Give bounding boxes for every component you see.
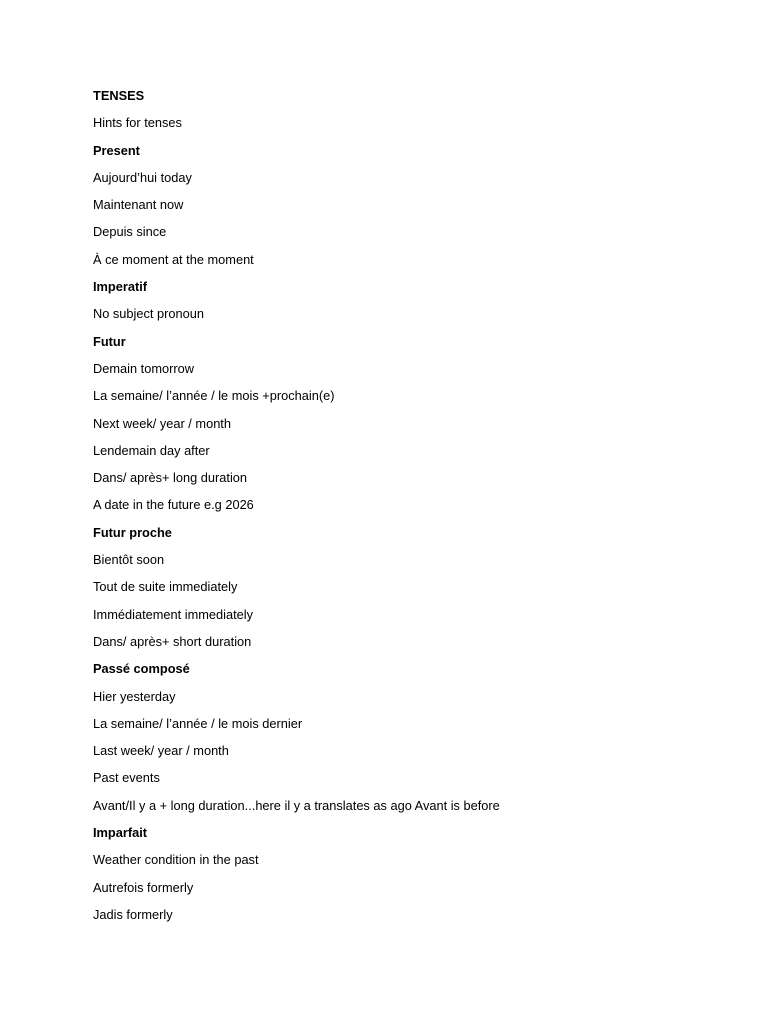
text-line: Weather condition in the past [93, 852, 259, 868]
section-heading-imparfait: Imparfait [93, 825, 148, 841]
text-line: A date in the future e.g 2026 [93, 497, 254, 513]
text-line: Hints for tenses [93, 115, 182, 131]
text-line: Hier yesterday [93, 688, 176, 704]
text-line: Bientôt soon [93, 552, 165, 568]
text-line: Jadis formerly [93, 906, 173, 922]
text-line: Dans/ après+ short duration [93, 633, 252, 649]
text-line: Last week/ year / month [93, 743, 229, 759]
document-title: TENSES [93, 88, 145, 103]
text-line: Tout de suite immediately [93, 579, 238, 595]
section-heading-futur-proche: Futur proche [93, 524, 172, 540]
text-line: La semaine/ l’année / le mois dernier [93, 715, 303, 731]
text-line: Past events [93, 770, 160, 786]
section-heading-futur: Futur [93, 333, 126, 349]
text-line: Lendemain day after [93, 442, 210, 458]
section-heading-passe-compose: Passé composé [93, 661, 190, 677]
text-line: Immédiatement immediately [93, 606, 254, 622]
section-heading-imperatif: Imperatif [93, 279, 148, 295]
text-line: Maintenant now [93, 197, 184, 213]
text-line: La semaine/ l’année / le mois +prochain(e) [93, 388, 335, 404]
text-line: À ce moment at the moment [93, 251, 254, 267]
text-line: No subject pronoun [93, 306, 204, 322]
text-line: Demain tomorrow [93, 360, 194, 376]
text-line: Next week/ year / month [93, 415, 231, 431]
text-line: Depuis since [93, 224, 167, 240]
text-line: Autrefois formerly [93, 879, 194, 895]
text-line: Avant/Il y a + long duration...here il y a translates as ago Avant is before [93, 797, 500, 813]
text-line: Aujourd’hui today [93, 169, 192, 185]
document-body [93, 86, 733, 932]
text-line: Dans/ après+ long duration [93, 470, 248, 486]
section-heading-present: Present [93, 142, 140, 158]
